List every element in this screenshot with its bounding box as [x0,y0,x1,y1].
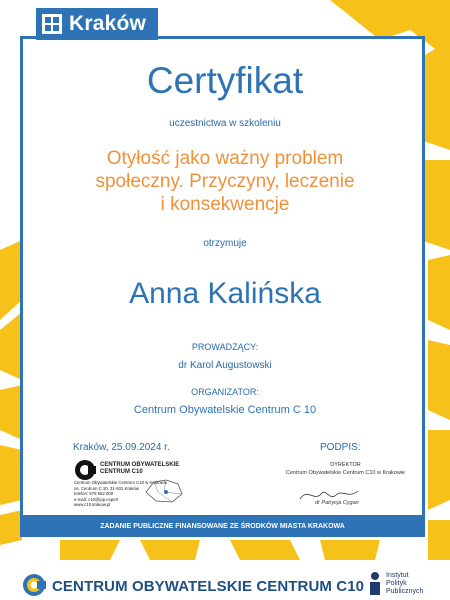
lead-label: PROWADZĄCY: [191,342,259,352]
recipient-name: Anna Kalińska [129,277,321,310]
address-line: e-mail: c10@ipp.expert [74,496,119,502]
signatory-block [283,461,408,477]
c10-logo-icon [74,459,96,481]
logo-text: Kraków [69,12,147,35]
address-line: www.c10.krakow.pl [74,502,111,507]
ipp-logo-icon [368,571,382,595]
signatory-org: Centrum Obywatelskie Centrum C10 w Krakowie [285,470,406,476]
footer-c10-text: CENTRUM OBYWATELSKIE CENTRUM C10 [52,578,365,595]
funding-band: ZADANIE PUBLICZNE FINANSOWANE ZE ŚRODKÓW MIASTA KRAKOWA [20,515,425,537]
signatory-role: DYREKTOR [330,462,361,468]
signature-label: PODPIS: [320,442,361,453]
lead-name: dr Karol Augustowski [178,360,272,371]
address-line: Centrum Obywatelskie Centrum C10 w Krakowie [74,480,168,485]
signatory-name: dr Patrycja Cygan [315,500,359,506]
krakow-logo-icon [42,14,62,34]
certificate-title: Certyfikat [146,60,304,101]
certificate-subtitle: uczestnictwa w szkoleniu [169,118,281,129]
c10-footer-logo-icon [22,573,46,597]
course-line: i konsekwencje [160,194,290,215]
course-line: Otyłość jako ważny problem [106,148,344,169]
organizer-label: ORGANIZATOR: [191,387,259,397]
organizer-name: Centrum Obywatelskie Centrum C 10 [133,404,317,416]
address-line: telefon: 578 562 000 [74,491,114,496]
ipp-text [386,572,423,596]
location-map-icon [144,478,184,504]
ipp-line: Publicznych [386,588,424,595]
ipp-line: Polityk [386,580,407,587]
c10-name-line: CENTRUM OBYWATELSKIE [100,462,180,468]
c10-name-line: CENTRUM C10 [100,469,143,475]
course-line: społeczny. Przyczyny, leczenie [95,171,355,192]
receives-label: otrzymuje [203,238,247,249]
c10-name [100,462,179,476]
issue-date: Kraków, 25.09.2024 r. [73,442,170,453]
address-line: os. Centrum C 10, 31-931 Kraków [74,485,139,491]
course-title [0,147,450,216]
ipp-line: Instytut [386,572,409,579]
krakow-logo [36,8,158,40]
